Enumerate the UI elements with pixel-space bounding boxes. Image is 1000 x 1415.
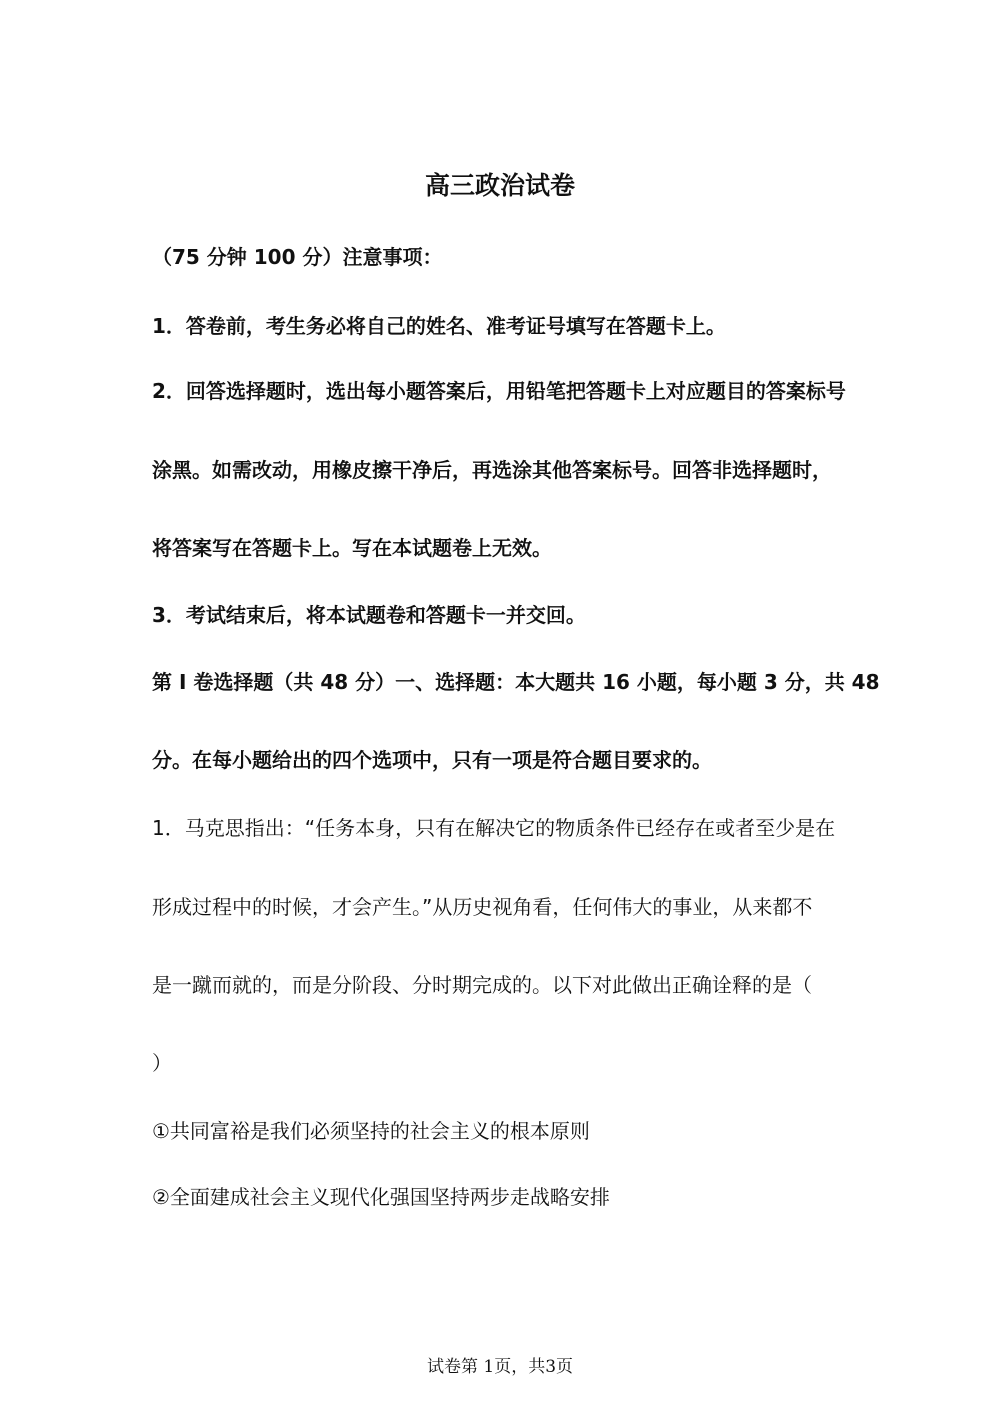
page-title: 高三政治试卷 [424,171,575,200]
question-text: ） [152,1051,172,1075]
note-line: 1．答卷前，考生务必将自己的姓名、准考证号填写在答题卡上。 [152,314,726,338]
note-line: 涂黑。如需改动，用橡皮擦干净后，再选涂其他答案标号。回答非选择题时， [152,458,832,482]
note-line: 2．回答选择题时，选出每小题答案后，用铅笔把答题卡上对应题目的答案标号 [152,379,846,403]
question-text: 形成过程中的时候，才会产生。”从历史视角看，任何伟大的事业，从来都不 [152,895,813,919]
note-line: 将答案写在答题卡上。写在本试题卷上无效。 [152,536,552,560]
answer-option: ①共同富裕是我们必须坚持的社会主义的根本原则 [152,1119,590,1143]
note-line: 3．考试结束后，将本试题卷和答题卡一并交回。 [152,603,586,627]
page-footer: 试卷第 1页，共3页 [426,1357,574,1377]
answer-option: ②全面建成社会主义现代化强国坚持两步走战略安排 [152,1185,610,1209]
question-text: 1．马克思指出：“任务本身，只有在解决它的物质条件已经存在或者至少是在 [152,816,836,840]
section-heading: 第 I 卷选择题（共 48 分）一、选择题：本大题共 16 小题，每小题 3 分，共 48 [152,670,880,694]
exam-intro: （75 分钟 100 分）注意事项： [152,245,443,269]
question-text: 是一蹴而就的，而是分阶段、分时期完成的。以下对此做出正确诠释的是（ [152,973,812,997]
section-heading: 分。在每小题给出的四个选项中，只有一项是符合题目要求的。 [152,748,712,772]
